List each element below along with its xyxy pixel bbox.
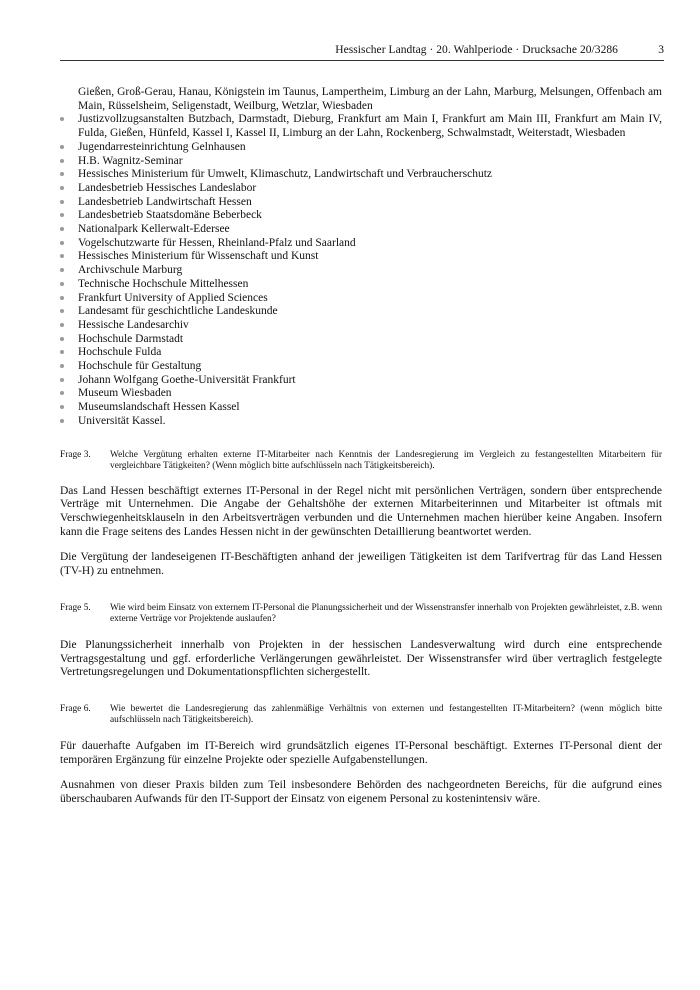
question-text: Wie bewertet die Landesregierung das zahlenmäßige Verhältnis von externen und festangestellten IT-Mitarbeitern? (wenn möglich bitte aufschlüsseln nach Tätigkeitsbereich). <box>110 703 662 725</box>
bullet-icon <box>60 268 64 272</box>
question-text: Wie wird beim Einsatz von externem IT-Personal die Planungssicherheit und der Wissenstransfer innerhalb von Projekten gewährleistet, z.B. wenn externe Verträge vor Projektende auslaufen? <box>110 602 662 624</box>
list-item: Archivschule Marburg <box>60 264 662 278</box>
bullet-icon <box>60 213 64 217</box>
question-frage-5 <box>60 603 662 625</box>
bullet-icon <box>60 227 64 231</box>
bullet-icon <box>60 200 64 204</box>
list-item: Johann Wolfgang Goethe-Universität Frankfurt <box>60 374 662 388</box>
question-frage-3 <box>60 450 662 472</box>
list-item: Landesbetrieb Landwirtschaft Hessen <box>60 196 662 210</box>
bullet-icon <box>60 241 64 245</box>
list-item: Jugendarresteinrichtung Gelnhausen <box>60 141 662 155</box>
page-content <box>60 86 662 807</box>
answer-paragraph: Das Land Hessen beschäftigt externes IT-Personal in der Regel nicht mit persönlichen Verträgen, sondern über entsprechende Verträge mit Unternehmen. Die Angabe der Gehaltshöhe der externen Mitarbeiterinnen und Mitarbeiter ist oftmals mit Verschwiegenheitsklauseln in den Arbeitsverträgen verbunden und die Unternehmen machen hierüber keine Angaben. Insofern kann die Frage seitens des Landes Hessen nicht in der gewünschten Detaillierung beantwortet werden. <box>60 484 662 538</box>
question-label: Frage 3. <box>60 449 91 460</box>
bullet-icon <box>60 159 64 163</box>
list-item: Hochschule Fulda <box>60 346 662 360</box>
header-text: Hessischer Landtag · 20. Wahlperiode · Drucksache 20/3286 <box>335 44 618 56</box>
bullet-icon <box>60 364 64 368</box>
continuation-text: Gießen, Groß-Gerau, Hanau, Königstein im Taunus, Lampertheim, Limburg an der Lahn, Marburg, Melsungen, Offenbach am Main, Rüsselsheim, Seligenstadt, Weilburg, Wetzlar, Wiesbaden <box>78 86 662 112</box>
list-item: Landesamt für geschichtliche Landeskunde <box>60 305 662 319</box>
bullet-icon <box>60 282 64 286</box>
list-item: Nationalpark Kellerwalt-Edersee <box>60 223 662 237</box>
bullet-icon <box>60 186 64 190</box>
answer-paragraph: Die Planungssicherheit innerhalb von Projekten in der hessischen Landesverwaltung wird durch eine entsprechende Vertragsgestaltung und ggf. erforderliche Verlängerungen gewährleistet. Der Wissenstransfer wird über vertraglich festgelegte Vertretungsregelungen und Dokumentationspflichten sichergestellt. <box>60 638 662 679</box>
question-label: Frage 5. <box>60 602 91 613</box>
list-item: Museumslandschaft Hessen Kassel <box>60 401 662 415</box>
list-item: Landesbetrieb Hessisches Landeslabor <box>60 182 662 196</box>
list-group-environment <box>60 168 662 250</box>
bullet-icon <box>60 309 64 313</box>
answer-paragraph: Ausnahmen von dieser Praxis bilden zum Teil insbesondere Behörden des nachgeordneten Bereichs, für die aufgrund eines überschaubaren Aufwands für den IT-Support der Einsatz von eigenem Personal zu kostenintensiv wäre. <box>60 779 662 806</box>
list-item: H.B. Wagnitz-Seminar <box>60 155 662 169</box>
bullet-icon <box>60 378 64 382</box>
answer-paragraph: Für dauerhafte Aufgaben im IT-Bereich wird grundsätzlich eigenes IT-Personal beschäftigt. Externes IT-Personal dient der temporären Ergänzung für einzelne Projekte oder spezielle Aufgabenstellungen. <box>60 739 662 766</box>
answer-paragraph: Die Vergütung der landeseigenen IT-Beschäftigten anhand der jeweiligen Tätigkeiten ist dem Tarifvertrag für das Land Hessen (TV-H) zu entnehmen. <box>60 551 662 578</box>
question-frage-6 <box>60 704 662 726</box>
list-item: Frankfurt University of Applied Sciences <box>60 292 662 306</box>
bullet-icon <box>60 337 64 341</box>
list-item: Vogelschutzwarte für Hessen, Rheinland-Pfalz und Saarland <box>60 237 662 251</box>
bullet-icon <box>60 350 64 354</box>
list-group-justice <box>60 113 662 168</box>
list-item: Hochschule Darmstadt <box>60 333 662 347</box>
list-group-science <box>60 250 662 428</box>
list-item: Hochschule für Gestaltung <box>60 360 662 374</box>
bullet-icon <box>60 145 64 149</box>
list-item: Technische Hochschule Mittelhessen <box>60 278 662 292</box>
question-label: Frage 6. <box>60 703 91 714</box>
bullet-icon <box>60 117 64 121</box>
page-header <box>60 44 664 61</box>
bullet-icon <box>60 296 64 300</box>
bullet-icon <box>60 323 64 327</box>
list-item: Hessische Landesarchiv <box>60 319 662 333</box>
list-item: Justizvollzugsanstalten Butzbach, Darmstadt, Dieburg, Frankfurt am Main I, Frankfurt am Main III, Frankfurt am Main IV, Fulda, Gießen, Hünfeld, Kassel I, Kassel II, Limburg an der Lahn, Rockenberg, Schwalmstadt, Weiterstadt, Wiesbaden <box>60 113 662 140</box>
list-item: Museum Wiesbaden <box>60 387 662 401</box>
bullet-icon <box>60 419 64 423</box>
list-item: Universität Kassel. <box>60 415 662 429</box>
bullet-icon <box>60 391 64 395</box>
list-item: Landesbetrieb Staatsdomäne Beberbeck <box>60 209 662 223</box>
list-item: Hessisches Ministerium für Umwelt, Klimaschutz, Landwirtschaft und Verbraucherschutz <box>60 168 662 182</box>
page-number: 3 <box>658 44 664 56</box>
bullet-icon <box>60 172 64 176</box>
bullet-icon <box>60 254 64 258</box>
bullet-icon <box>60 405 64 409</box>
list-item: Hessisches Ministerium für Wissenschaft und Kunst <box>60 250 662 264</box>
question-text: Welche Vergütung erhalten externe IT-Mitarbeiter nach Kenntnis der Landesregierung im Vergleich zu festangestellten Mitarbeitern für vergleichbare Tätigkeiten? (Wenn möglich bitte aufschlüsseln nach Tätigkeitsbereich). <box>110 449 662 471</box>
